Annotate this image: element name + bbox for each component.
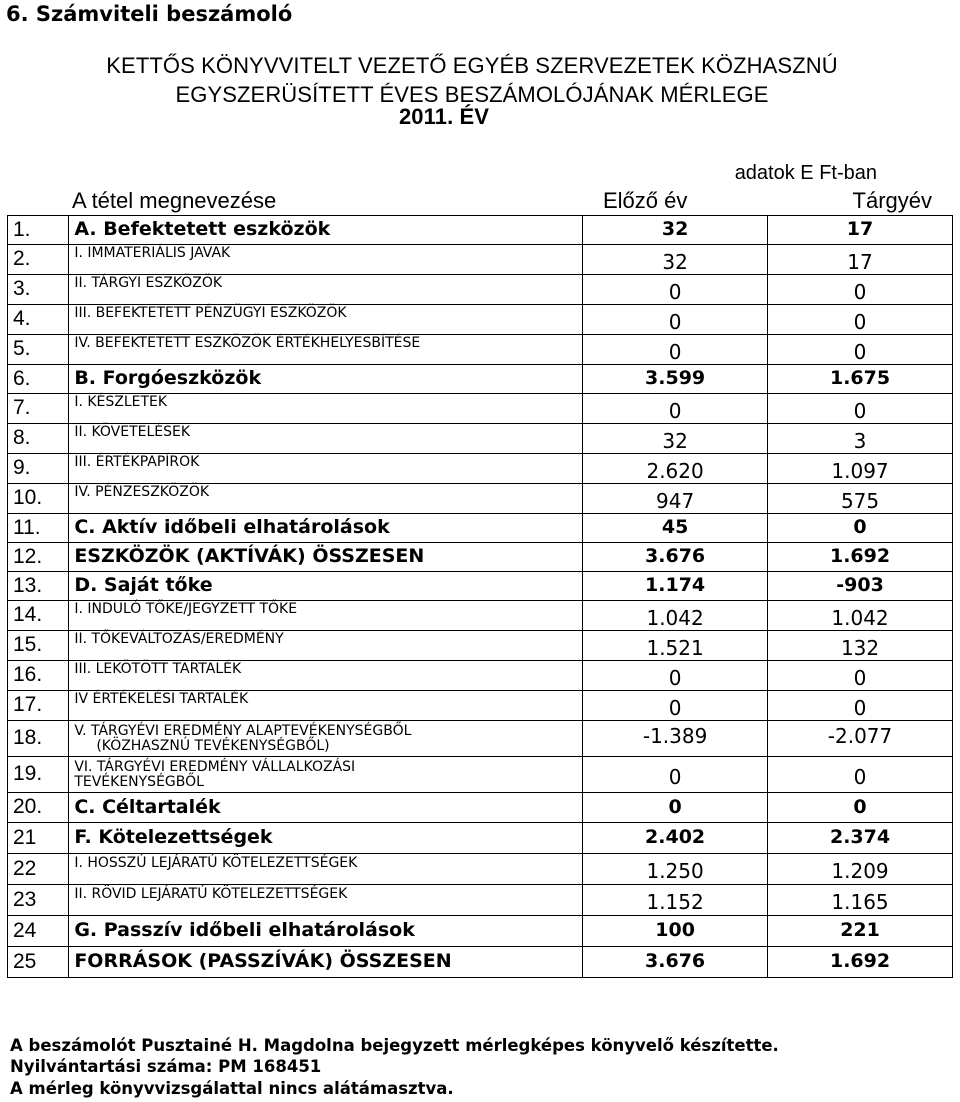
table-row <box>8 793 953 823</box>
row-number: 1. <box>8 216 69 245</box>
column-header-prev-year: Előző év <box>603 188 688 213</box>
row-number: 12. <box>8 543 69 572</box>
row-name-line-2: TEVÉKENYSÉGBŐL <box>74 773 204 790</box>
row-name-line-1: V. TÁRGYÉVI EREDMÉNY ALAPTEVÉKENYSÉGBŐL <box>74 722 412 739</box>
row-curr-value: -2.077 <box>827 723 893 748</box>
row-prev-value: 45 <box>661 516 689 539</box>
row-curr-value: 0 <box>853 516 867 539</box>
row-number: 21 <box>8 823 69 854</box>
table-row <box>8 885 953 916</box>
row-number: 25 <box>8 947 69 978</box>
row-curr-value: 575 <box>840 488 880 513</box>
row-name: G. Passzív időbeli elhatárolások <box>74 919 415 942</box>
table-row <box>8 631 953 661</box>
row-number: 18. <box>8 721 69 757</box>
row-prev-value: 2.620 <box>646 458 704 483</box>
row-curr-value: 3 <box>853 428 867 453</box>
row-curr-value: 0 <box>853 764 867 789</box>
row-prev-value: 1.174 <box>645 574 706 597</box>
row-prev-value: 0 <box>668 398 682 423</box>
table-row <box>8 245 953 275</box>
table-row <box>8 275 953 305</box>
row-prev-value: 0 <box>668 339 682 364</box>
row-curr-value: 221 <box>840 919 880 942</box>
row-name: IV ÉRTÉKELÉSI TARTALÉK <box>74 691 249 708</box>
row-curr-value: 0 <box>853 279 867 304</box>
table-row <box>8 335 953 365</box>
row-curr-value: 132 <box>840 635 880 660</box>
row-name: F. Kötelezettségek <box>74 826 273 849</box>
row-name: IV. PÉNZESZKÖZÖK <box>74 484 210 501</box>
column-header-name: A tétel megnevezése <box>72 188 277 213</box>
row-name: I. KÉSZLETEK <box>74 394 168 411</box>
row-prev-value: 947 <box>656 488 695 513</box>
row-name: D. Saját tőke <box>74 574 213 597</box>
row-curr-value: 0 <box>853 695 867 720</box>
table-row <box>8 661 953 691</box>
row-name: II. KÖVETELÉSEK <box>74 424 191 441</box>
table-row <box>8 757 953 793</box>
table-row <box>8 543 953 572</box>
row-name: I. HOSSZÚ LEJÁRATÚ KÖTELEZETTSÉGEK <box>74 854 358 871</box>
row-prev-value: 32 <box>662 428 688 453</box>
row-prev-value: 32 <box>661 218 689 241</box>
row-number: 9. <box>8 454 69 484</box>
balance-sheet-table <box>7 215 953 978</box>
row-name: IV. BEFEKTETETT ESZKÖZÖK ÉRTÉKHELYESBÍTÉSE <box>74 335 421 352</box>
table-row <box>8 514 953 543</box>
row-number: 24 <box>8 916 69 947</box>
row-name: FORRÁSOK (PASSZÍVÁK) ÖSSZESEN <box>74 950 452 973</box>
row-curr-value: 17 <box>847 249 873 274</box>
table-row <box>8 484 953 514</box>
row-curr-value: 1.097 <box>831 458 889 483</box>
table-row <box>8 947 953 978</box>
row-name: II. TŐKEVÁLTOZÁS/EREDMÉNY <box>74 631 284 648</box>
row-curr-value: 17 <box>846 218 874 241</box>
row-curr-value: 0 <box>853 665 867 690</box>
row-name: I. INDULÓ TŐKE/JEGYZETT TŐKE <box>74 601 298 618</box>
row-prev-value: 0 <box>668 665 682 690</box>
row-prev-value: 0 <box>668 695 682 720</box>
row-number: 16. <box>8 661 69 691</box>
row-prev-value: 3.599 <box>645 367 706 390</box>
row-prev-value: 0 <box>668 279 682 304</box>
row-prev-value: 0 <box>668 764 682 789</box>
row-number: 23 <box>8 885 69 916</box>
table-row <box>8 424 953 454</box>
column-header-current-year: Tárgyév <box>852 188 932 213</box>
row-prev-value: 0 <box>668 309 682 334</box>
row-number: 14. <box>8 601 69 631</box>
row-curr-value: 1.165 <box>831 890 889 915</box>
row-curr-value: 0 <box>853 339 867 364</box>
table-row <box>8 854 953 885</box>
row-curr-value: -903 <box>836 574 884 597</box>
row-number: 4. <box>8 305 69 335</box>
row-number: 6. <box>8 365 69 394</box>
row-curr-value: 1.209 <box>831 859 889 884</box>
row-prev-value: 0 <box>668 795 682 818</box>
footer-audit-note: A mérleg könyvvizsgálattal nincs alátámasztva. <box>10 1079 454 1098</box>
footer-preparer: A beszámolót Pusztainé H. Magdolna bejegyzett mérlegképes könyvelő készítette. <box>10 1036 779 1055</box>
row-prev-value: 1.152 <box>646 890 704 915</box>
row-curr-value: 0 <box>853 309 867 334</box>
row-name-line-1: VI. TÁRGYÉVI EREDMÉNY VÁLLALKOZÁSI <box>74 758 356 775</box>
row-name: II. TÁRGYI ESZKÖZÖK <box>74 275 223 292</box>
table-row <box>8 916 953 947</box>
row-prev-value: 100 <box>655 919 695 942</box>
row-number: 7. <box>8 394 69 424</box>
table-row <box>8 601 953 631</box>
table-row <box>8 721 953 757</box>
row-curr-value: 2.374 <box>829 826 891 849</box>
table-row <box>8 823 953 854</box>
table-row <box>8 454 953 484</box>
row-name: A. Befektetett eszközök <box>74 218 331 241</box>
row-name-line-2: (KÖZHASZNÚ TEVÉKENYSÉGBŐL) <box>96 737 330 754</box>
row-prev-value: 1.042 <box>646 605 704 630</box>
row-number: 20. <box>8 793 69 823</box>
row-name: I. IMMATERIÁLIS JAVAK <box>74 245 231 262</box>
row-name: III. LEKÖTÖTT TARTALÉK <box>74 661 242 678</box>
row-name: III. BEFEKTETETT PÉNZÜGYI ESZKÖZÖK <box>74 305 347 322</box>
row-number: 3. <box>8 275 69 305</box>
row-prev-value: 1.521 <box>646 635 704 660</box>
row-curr-value: 0 <box>853 795 867 818</box>
row-curr-value: 1.692 <box>829 545 891 568</box>
table-row <box>8 394 953 424</box>
row-curr-value: 0 <box>853 398 867 423</box>
row-name: III. ÉRTÉKPAPÍROK <box>74 454 200 471</box>
row-number: 19. <box>8 757 69 793</box>
row-curr-value: 1.042 <box>831 605 889 630</box>
row-number: 11. <box>8 514 69 543</box>
row-number: 13. <box>8 572 69 601</box>
row-prev-value: 2.402 <box>645 826 706 849</box>
section-heading: 6. Számviteli beszámoló <box>6 2 293 26</box>
footer-registration: Nyilvántartási száma: PM 168451 <box>10 1057 322 1076</box>
row-prev-value: 1.250 <box>646 859 704 884</box>
row-name: ESZKÖZÖK (AKTÍVÁK) ÖSSZESEN <box>74 545 425 568</box>
title-line-1: KETTŐS KÖNYVVITELT VEZETŐ EGYÉB SZERVEZETEK KÖZHASZNÚ <box>106 53 838 78</box>
row-prev-value: -1.389 <box>642 723 708 748</box>
unit-note: adatok E Ft-ban <box>734 162 877 184</box>
row-number: 8. <box>8 424 69 454</box>
row-curr-value: 1.675 <box>829 367 891 390</box>
table-row <box>8 691 953 721</box>
table-row <box>8 572 953 601</box>
row-number: 17. <box>8 691 69 721</box>
row-prev-value: 32 <box>662 249 688 274</box>
table-row <box>8 305 953 335</box>
row-name: II. RÖVID LEJÁRATÚ KÖTELEZETTSÉGEK <box>74 885 348 902</box>
row-curr-value: 1.692 <box>829 950 891 973</box>
row-number: 15. <box>8 631 69 661</box>
row-name: C. Aktív időbeli elhatárolások <box>74 516 390 539</box>
row-number: 2. <box>8 245 69 275</box>
row-name: C. Céltartalék <box>74 795 221 818</box>
table-row <box>8 365 953 394</box>
row-number: 10. <box>8 484 69 514</box>
row-prev-value: 3.676 <box>645 545 706 568</box>
title-year: 2011. ÉV <box>398 104 490 129</box>
row-name: B. Forgóeszközök <box>74 367 262 390</box>
title-line-2: EGYSZERÜSÍTETT ÉVES BESZÁMOLÓJÁNAK MÉRLEGE <box>175 82 769 107</box>
row-number: 5. <box>8 335 69 365</box>
row-prev-value: 3.676 <box>645 950 706 973</box>
table-row <box>8 216 953 245</box>
row-number: 22 <box>8 854 69 885</box>
